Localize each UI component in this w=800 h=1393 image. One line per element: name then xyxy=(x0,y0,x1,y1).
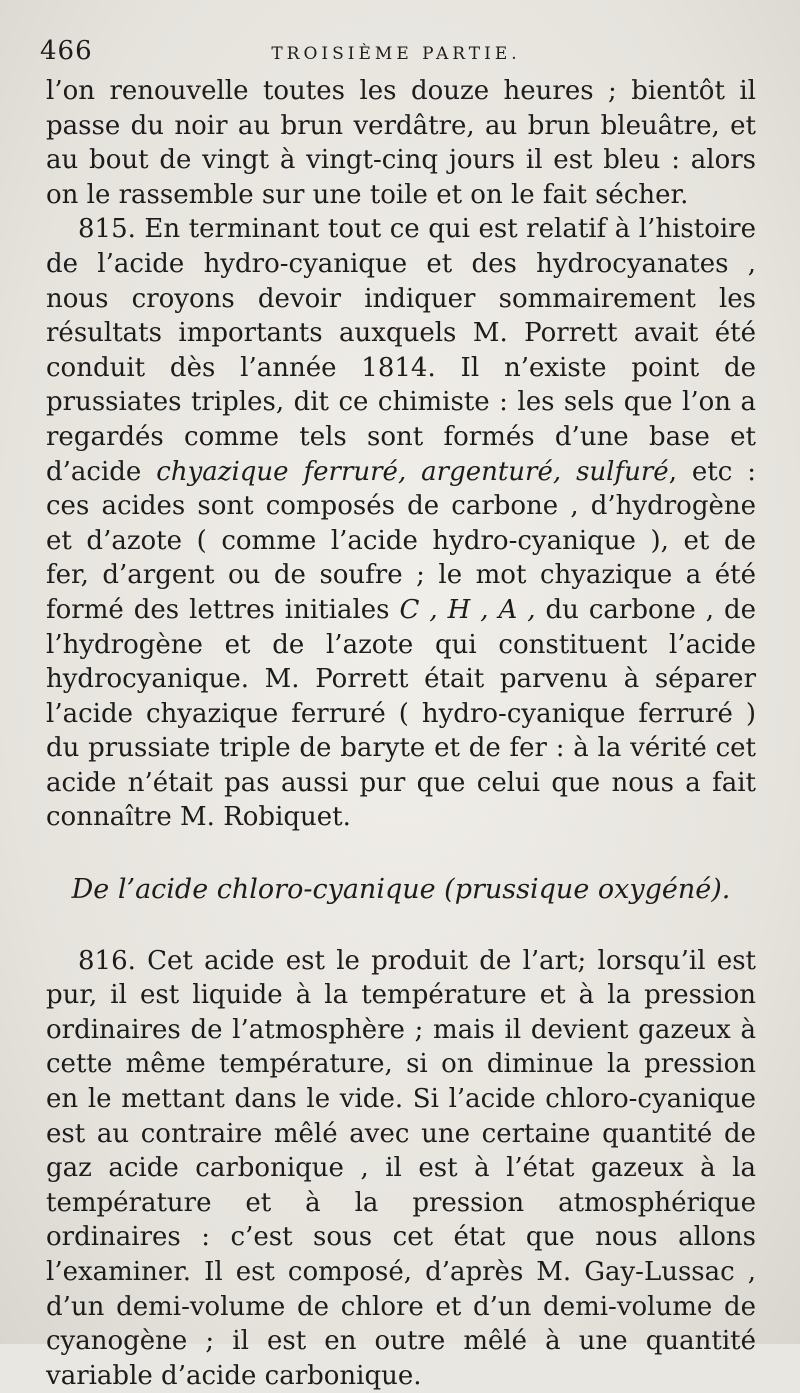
running-head: TROISIÈME PARTIE. xyxy=(271,44,521,64)
page-header xyxy=(40,36,752,70)
paragraph-815-text-1: 815. En terminant tout ce qui est relatif à l’histoire de l’acide hydro-cyanique et des hydrocyanates , nous croyons devoir indiquer sommairement les résultats importants auxquels M. Porrett avait été conduit dès l’année 1814. Il n’existe point de prussiates triples, dit ce chimiste : les sels que l’on a regardés comme tels sont formés d’une base et d’acide xyxy=(46,214,756,487)
paragraph-815-text-3: du carbone , de l’hydrogène et de l’azote qui constituent l’acide hydrocyanique. M. Porrett était parvenu à séparer l’acide chyazique ferruré ( hydro-cyanique ferruré ) du prussiate triple de baryte et de fer : à la vérité cet acide n’était pas aussi pur que celui que nous a fait connaître M. Robiquet. xyxy=(46,594,756,833)
paragraph-815-italic-1: chyazique ferruré, argenturé, sulfuré xyxy=(156,456,669,487)
paragraph-816: 816. Cet acide est le produit de l’art; lorsqu’il est pur, il est liquide à la température et à la pression ordinaires de l’atmosphère ; mais il devient gazeux à cette même température, si on diminue la pression en le mettant dans le vide. Si l’acide chloro-cyanique est au contraire mêlé avec une certaine quantité de gaz acide carbonique , il est à l’état gazeux à la température et à la pression atmosphérique ordinaires : c’est sous cet état que nous allons l’examiner. Il est composé, d’après M. Gay-Lussac , d’un demi-volume de chlore et d’un demi-volume de cyanogène ; il est en outre mêlé à une quantité variable d’acide carbonique. xyxy=(46,945,756,1391)
page-number: 466 xyxy=(40,36,93,66)
paragraph-815-text-2: , etc : ces acides sont composés de carbone , d’hydrogène et d’azote ( comme l’acide hydro-cyanique ), et de fer, d’argent ou de soufre ; le mot chyazique a été formé des lettres initiales xyxy=(46,456,757,625)
section-heading: De l’acide chloro-cyanique (prussique oxygéné). xyxy=(71,874,731,906)
paragraph-continued: l’on renouvelle toutes les douze heures ; bientôt il passe du noir au brun verdâtre, au brun bleuâtre, et au bout de vingt à vingt-cinq jours il est bleu : alors on le rassemble sur une toile et on le fait sécher. xyxy=(46,76,756,210)
body-text xyxy=(46,74,756,1393)
paragraph-815 xyxy=(46,212,756,835)
paragraph-815-italic-2: C , H , A , xyxy=(399,594,536,625)
